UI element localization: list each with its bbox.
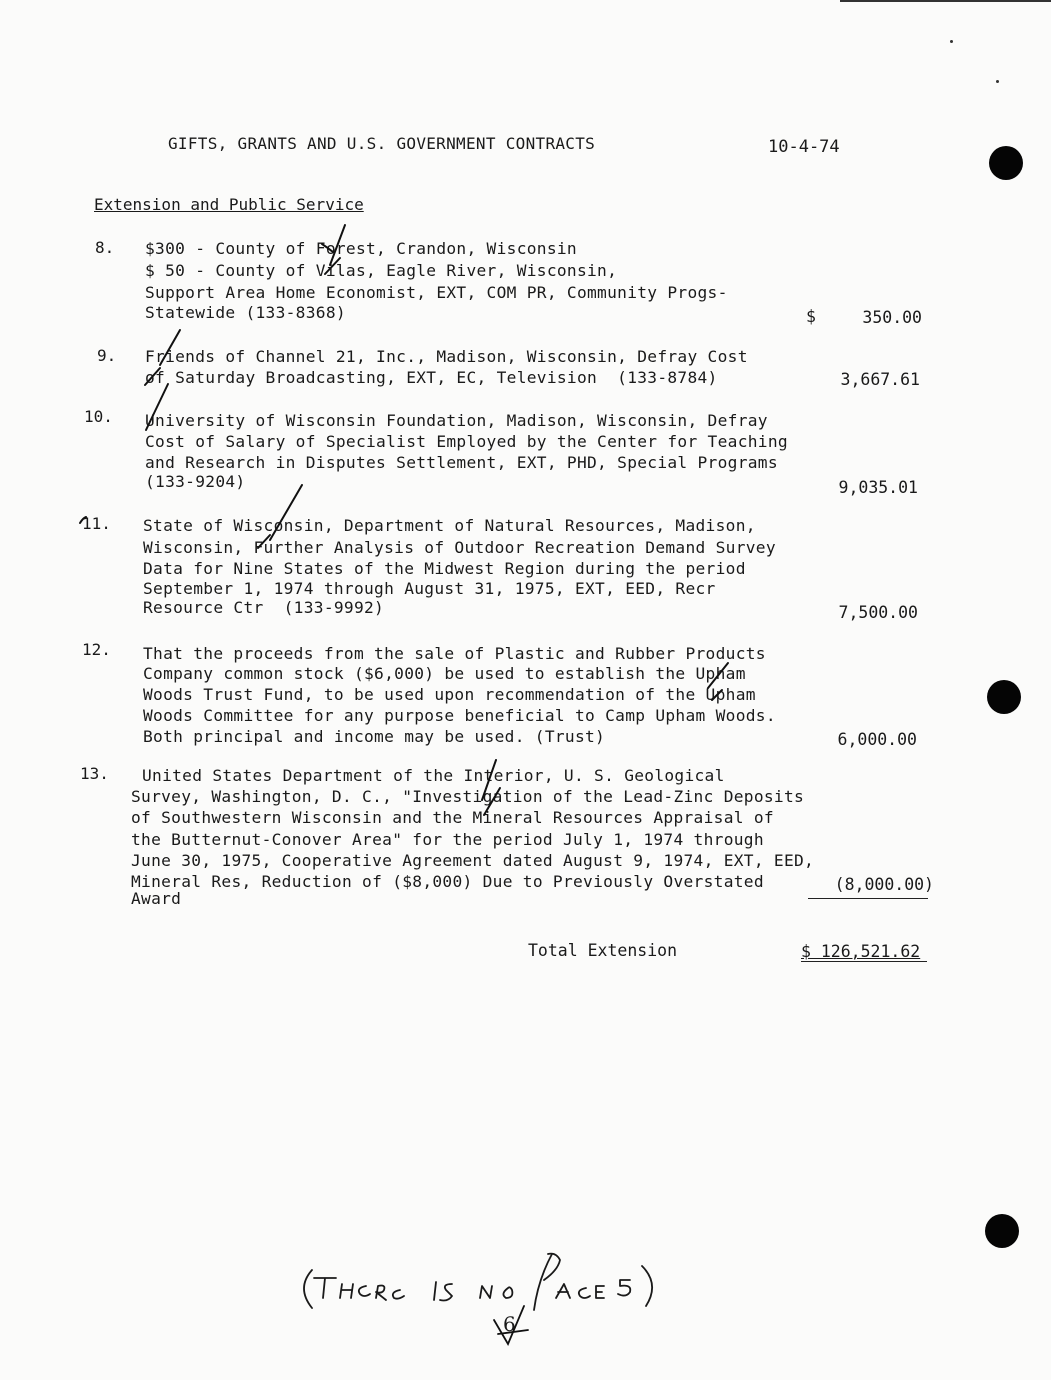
item-line: Survey, Washington, D. C., "Investigation of the Lead-Zinc Deposits [131, 787, 805, 806]
item-line: Wisconsin, Further Analysis of Outdoor Recreation Demand Survey [143, 538, 776, 557]
page-number: 6 [503, 1312, 516, 1336]
item-line: June 30, 1975, Cooperative Agreement dated August 9, 1974, EXT, EED, [131, 851, 815, 870]
document-date: 10-4-74 [768, 137, 840, 157]
item-line: Award [131, 889, 182, 908]
item-amount: (8,000.00) [834, 875, 934, 894]
currency-sign: $ [806, 307, 816, 326]
item-amount: 9,035.01 [838, 478, 918, 497]
section-title: Extension and Public Service [94, 195, 364, 214]
item-number: 11. [82, 514, 111, 533]
item-line: $300 - County of Forest, Crandon, Wisconsin [145, 239, 577, 258]
item-number: 13. [80, 764, 109, 783]
item-amount: 3,667.61 [840, 370, 920, 389]
item-amount: 350.00 [862, 308, 922, 327]
item-line: That the proceeds from the sale of Plastic and Rubber Products [143, 644, 766, 663]
document-title: GIFTS, GRANTS AND U.S. GOVERNMENT CONTRACTS [168, 134, 596, 153]
item-line: of Southwestern Wisconsin and the Mineral Resources Appraisal of [131, 808, 774, 827]
item-line: Both principal and income may be used. (Trust) [143, 727, 606, 746]
item-amount: 7,500.00 [838, 603, 918, 622]
total-amount: $ 126,521.62 [801, 942, 921, 961]
item-line: Statewide (133-8368) [145, 303, 346, 322]
item-line: of Saturday Broadcasting, EXT, EC, Television (133-8784) [145, 368, 718, 387]
item-line: September 1, 1974 through August 31, 1975, EXT, EED, Recr [143, 579, 716, 598]
item-line: Support Area Home Economist, EXT, COM PR, Community Progs- [145, 283, 728, 302]
item-line: Woods Trust Fund, to be used upon recommendation of the Upham [143, 685, 756, 704]
item-line: Friends of Channel 21, Inc., Madison, Wisconsin, Defray Cost [145, 347, 748, 366]
item-number: 9. [97, 346, 117, 365]
item-line: State of Wisconsin, Department of Natural Resources, Madison, [143, 516, 756, 535]
item-number: 12. [82, 640, 111, 659]
item-line: Resource Ctr (133-9992) [143, 598, 385, 617]
item-line: Cost of Salary of Specialist Employed by the Center for Teaching [145, 432, 788, 451]
item-line: Woods Committee for any purpose beneficial to Camp Upham Woods. [143, 706, 776, 725]
item-line: $ 50 - County of Vilas, Eagle River, Wisconsin, [145, 261, 618, 280]
item-line: the Butternut-Conover Area" for the period July 1, 1974 through [131, 830, 764, 849]
item-line: University of Wisconsin Foundation, Madison, Wisconsin, Defray [145, 411, 768, 430]
total-label: Total Extension [528, 941, 678, 960]
item-line: and Research in Disputes Settlement, EXT, PHD, Special Programs [145, 453, 778, 472]
item-amount: 6,000.00 [837, 730, 917, 749]
item-line: Mineral Res, Reduction of ($8,000) Due to Previously Overstated [131, 872, 764, 891]
item-number: 8. [95, 238, 115, 257]
item-line: Company common stock ($6,000) be used to establish the Upham [143, 664, 746, 683]
item-line: United States Department of the Interior, U. S. Geological [142, 766, 725, 785]
item-line: (133-9204) [145, 472, 246, 491]
item-line: Data for Nine States of the Midwest Region during the period [143, 559, 746, 578]
item-number: 10. [84, 407, 113, 426]
